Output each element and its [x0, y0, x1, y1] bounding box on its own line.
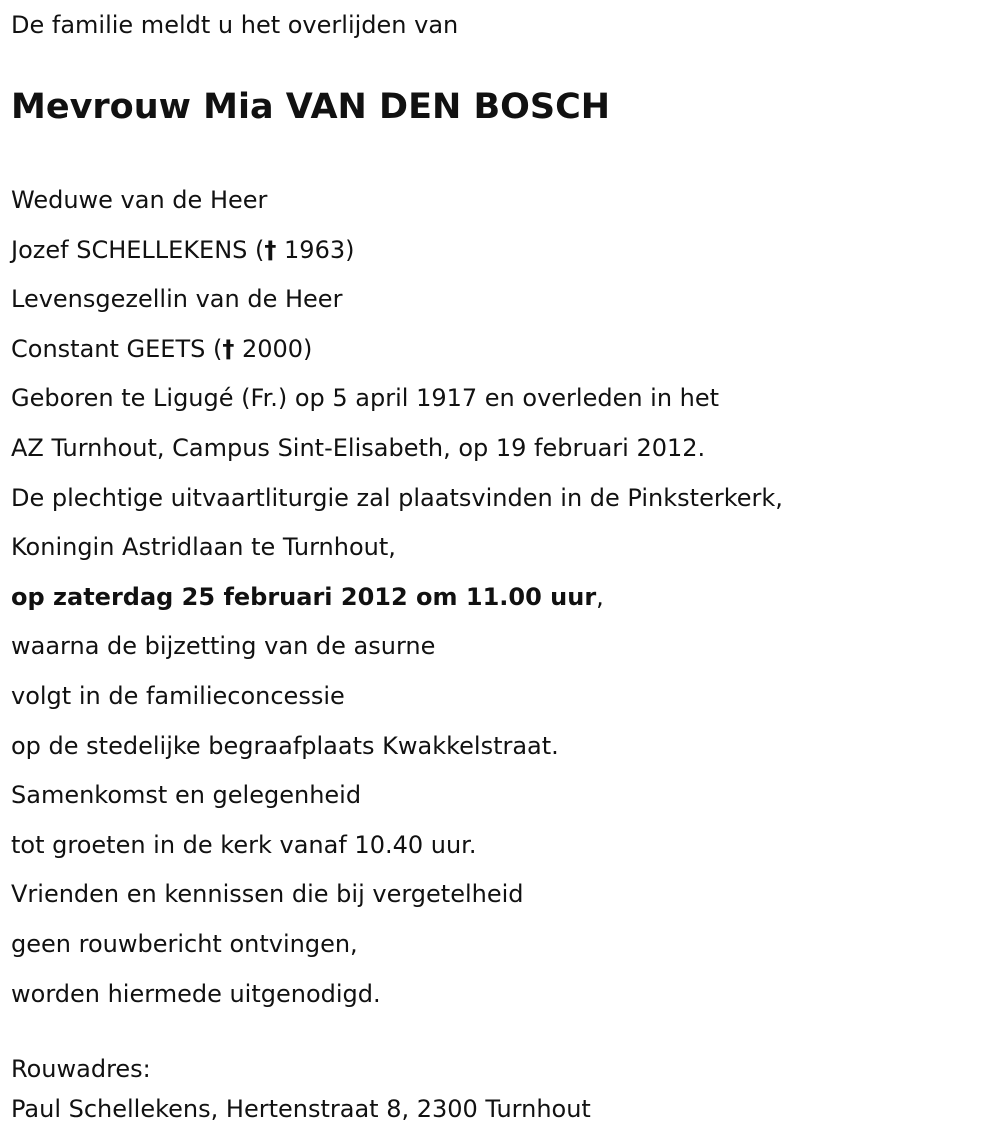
- interment-line: waarna de bijzetting van de asurne: [11, 632, 436, 661]
- funeral-date-line: [11, 573, 783, 623]
- funeral-date-comma: ,: [596, 582, 604, 611]
- partner-of-line: Levensgezellin van de Heer: [11, 285, 343, 314]
- obituary-body: [11, 176, 783, 1019]
- gathering-line: Samenkomst en gelegenheid: [11, 781, 362, 810]
- mourning-address: [11, 1049, 591, 1129]
- partner-line: [11, 325, 783, 375]
- partner-death-year: 2000): [234, 334, 313, 363]
- no-notice-line: geen rouwbericht ontvingen,: [11, 929, 358, 958]
- address-label: Rouwadres:: [11, 1055, 151, 1083]
- partner-name: Constant GEETS (: [11, 334, 223, 363]
- death-place-line: AZ Turnhout, Campus Sint-Elisabeth, op 19 februari 2012.: [11, 433, 706, 462]
- spouse-name: Jozef SCHELLEKENS (: [11, 235, 265, 264]
- intro-text: De familie meldt u het overlijden van: [11, 11, 459, 39]
- funeral-line: De plechtige uitvaartliturgie zal plaatsvinden in de Pinksterkerk,: [11, 483, 783, 512]
- invitation-line: worden hiermede uitgenodigd.: [11, 979, 381, 1008]
- spouse-line: [11, 226, 783, 276]
- family-concession-line: volgt in de familieconcessie: [11, 681, 345, 710]
- funeral-date-time: op zaterdag 25 februari 2012 om 11.00 uur: [11, 582, 597, 611]
- birth-line: Geboren te Ligugé (Fr.) op 5 april 1917 en overleden in het: [11, 384, 720, 413]
- deceased-name: Mevrouw Mia VAN DEN BOSCH: [11, 87, 611, 127]
- condolence-time-line: tot groeten in de kerk vanaf 10.40 uur.: [11, 830, 477, 859]
- spouse-death-year: 1963): [276, 235, 355, 264]
- cemetery-line: op de stedelijke begraafplaats Kwakkelstraat.: [11, 731, 559, 760]
- cross-icon: †: [222, 334, 235, 363]
- address-value: Paul Schellekens, Hertenstraat 8, 2300 Turnhout: [11, 1095, 591, 1123]
- funeral-location-line: Koningin Astridlaan te Turnhout,: [11, 533, 396, 562]
- cross-icon: †: [264, 235, 277, 264]
- friends-line: Vrienden en kennissen die bij vergetelheid: [11, 880, 524, 909]
- widow-of-line: Weduwe van de Heer: [11, 186, 268, 214]
